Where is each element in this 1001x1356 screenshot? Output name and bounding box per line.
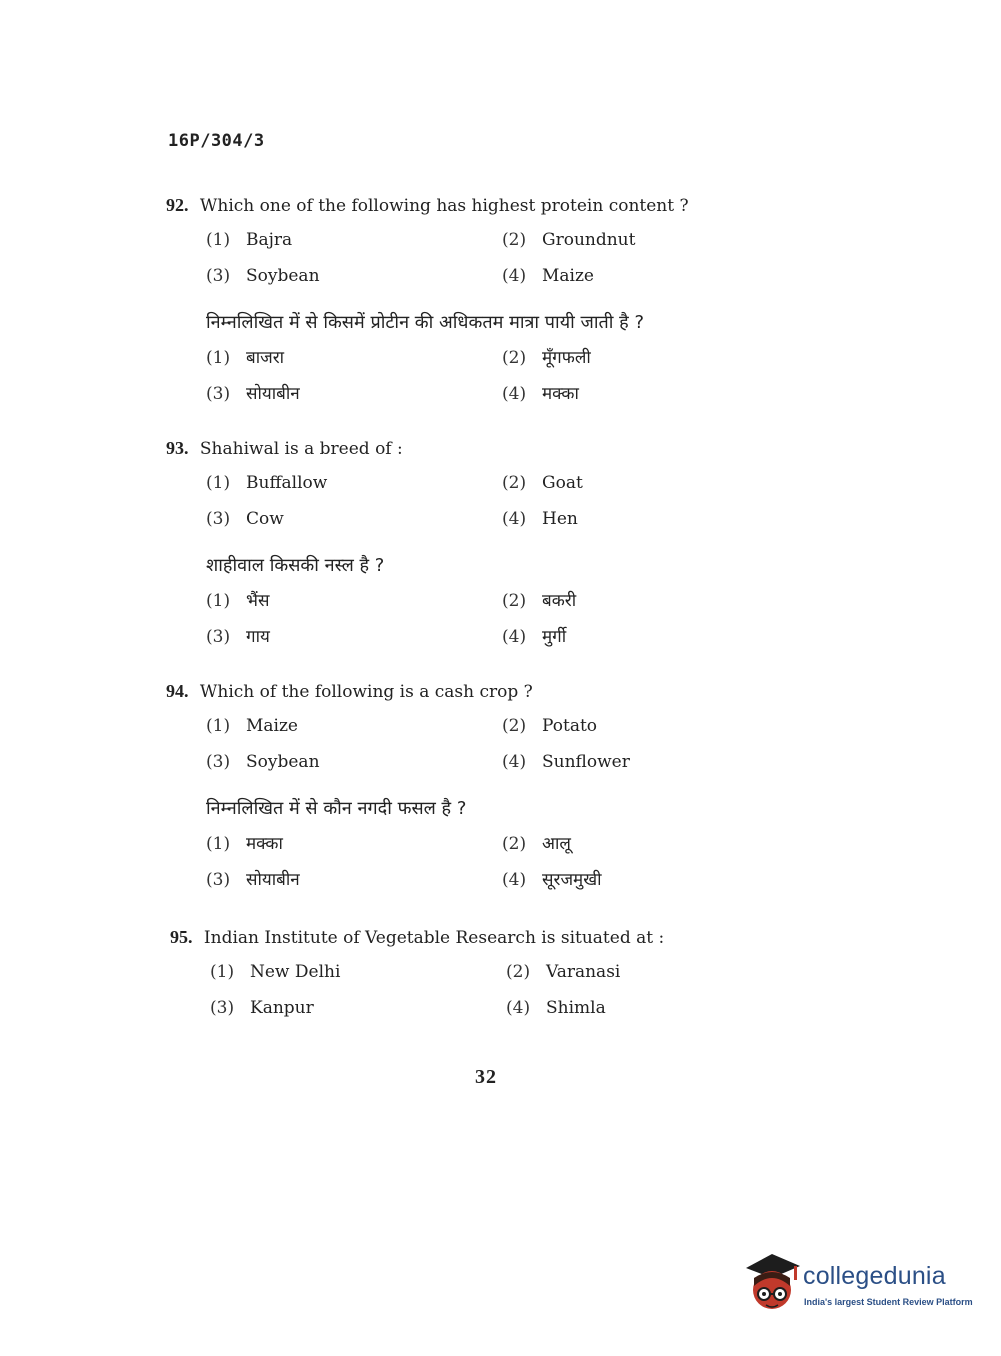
question-prompt: Which one of the following has highest protein content ?: [199, 196, 689, 216]
option-3: (3) Soybean: [206, 752, 320, 772]
question-text-en: [166, 680, 786, 703]
question-text-hi: शाहीवाल किसकी नस्ल है ?: [206, 555, 385, 576]
options-hi: [206, 347, 786, 419]
option-2: (2) Goat: [502, 473, 583, 493]
option-4-hi: (4) मुर्गी: [502, 627, 567, 647]
option-3-hi: (3) सोयाबीन: [206, 384, 300, 404]
option-1: (1) New Delhi: [210, 962, 341, 982]
option-1-hi: (1) मक्का: [206, 834, 283, 854]
options-en: [206, 229, 786, 301]
option-4-hi: (4) मक्का: [502, 384, 579, 404]
question-94: [166, 680, 786, 905]
option-2-hi: (2) आलू: [502, 834, 571, 854]
question-text-hi: निम्नलिखित में से किसमें प्रोटीन की अधिकतम मात्रा पायी जाती है ?: [206, 312, 645, 333]
option-2-hi: (2) मूँगफली: [502, 348, 591, 368]
option-1: (1) Maize: [206, 716, 298, 736]
question-prompt: Indian Institute of Vegetable Research is situated at :: [203, 928, 665, 948]
question-prompt: Which of the following is a cash crop ?: [199, 682, 533, 702]
option-4: (4) Sunflower: [502, 752, 630, 772]
paper-code: 16P/304/3: [168, 131, 265, 151]
option-1-hi: (1) भैंस: [206, 591, 270, 611]
option-4: (4) Shimla: [506, 998, 606, 1018]
question-number: 95.: [170, 927, 193, 947]
question-93: [166, 437, 786, 662]
page-number: 32: [475, 1066, 497, 1088]
question-number: 94.: [166, 681, 189, 701]
question-text-en: [166, 437, 786, 460]
options-en: [206, 472, 786, 544]
options-en: [206, 715, 786, 787]
watermark-logo: [742, 1248, 972, 1318]
option-3: (3) Kanpur: [210, 998, 314, 1018]
brand-name: collegedunia: [803, 1262, 946, 1290]
question-95: [170, 926, 790, 1033]
question-92: [166, 194, 786, 419]
option-3-hi: (3) सोयाबीन: [206, 870, 300, 890]
option-3: (3) Cow: [206, 509, 284, 529]
question-text-en: [170, 926, 790, 949]
question-text-hi: निम्नलिखित में से कौन नगदी फसल है ?: [206, 798, 467, 819]
option-4-hi: (4) सूरजमुखी: [502, 870, 602, 890]
mascot-icon: [742, 1248, 804, 1314]
option-2-hi: (2) बकरी: [502, 591, 577, 611]
question-text-en: [166, 194, 786, 217]
options-hi: [206, 833, 786, 905]
option-3-hi: (3) गाय: [206, 627, 270, 647]
option-2: (2) Groundnut: [502, 230, 636, 250]
option-1: (1) Buffallow: [206, 473, 328, 493]
options-en: [210, 961, 790, 1033]
option-2: (2) Potato: [502, 716, 598, 736]
question-prompt: Shahiwal is a breed of :: [199, 439, 403, 459]
brand-tagline: India's largest Student Review Platform: [804, 1297, 973, 1307]
option-1: (1) Bajra: [206, 230, 293, 250]
question-number: 93.: [166, 438, 189, 458]
option-4: (4) Hen: [502, 509, 578, 529]
option-1-hi: (1) बाजरा: [206, 348, 285, 368]
option-2: (2) Varanasi: [506, 962, 621, 982]
option-3: (3) Soybean: [206, 266, 320, 286]
options-hi: [206, 590, 786, 662]
option-4: (4) Maize: [502, 266, 594, 286]
question-number: 92.: [166, 195, 189, 215]
